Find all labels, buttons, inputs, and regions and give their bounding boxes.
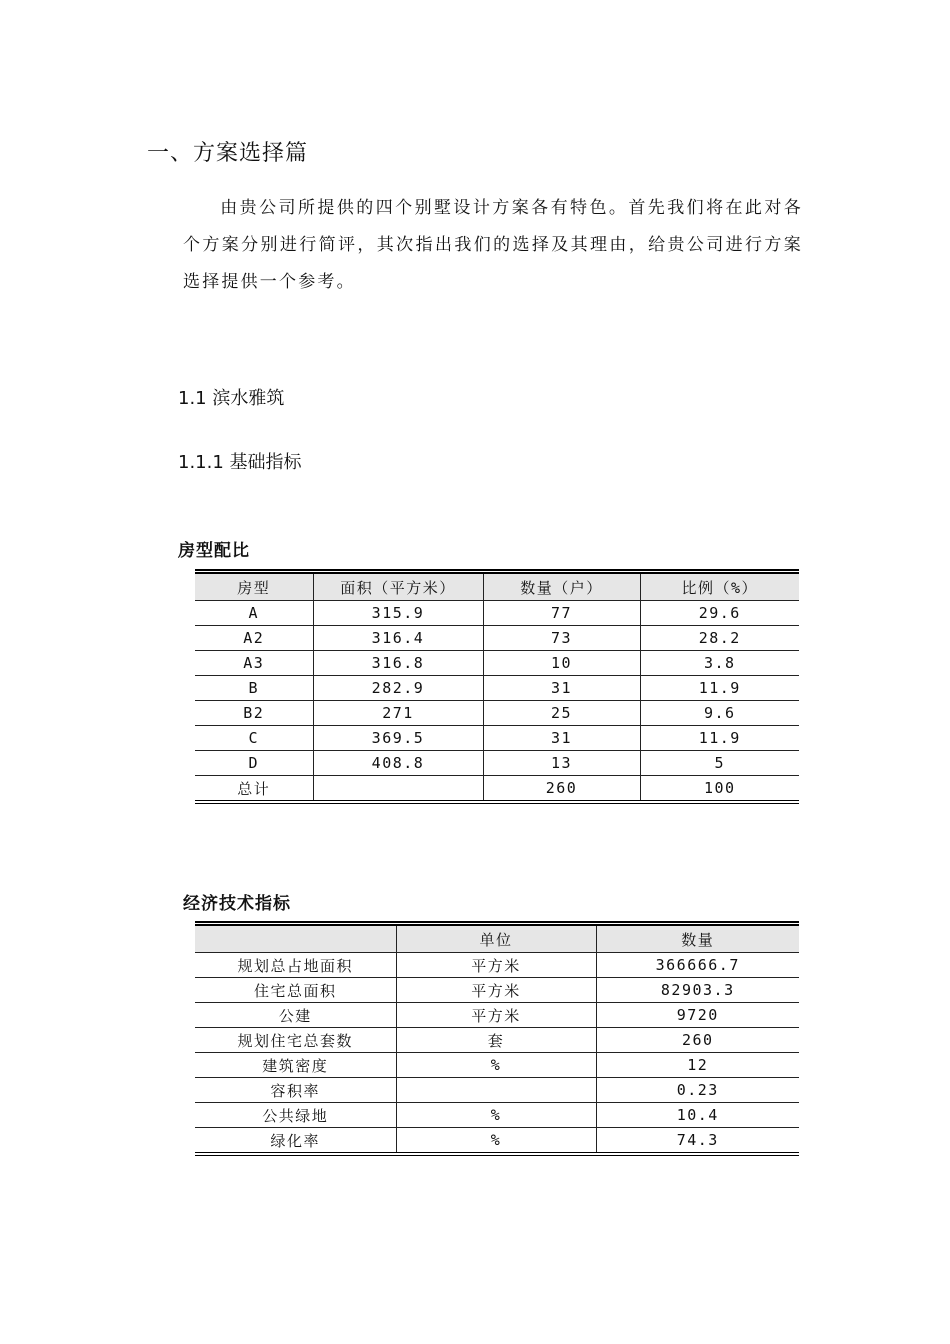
table-cell: 316.8: [313, 651, 483, 676]
table-row: [195, 953, 799, 978]
table-cell: [396, 1078, 596, 1103]
table-cell: 316.4: [313, 626, 483, 651]
table-cell: 10: [483, 651, 640, 676]
table-row: [195, 651, 799, 676]
table-row: [195, 726, 799, 751]
table-row: [195, 751, 799, 776]
economic-indicator-table: [195, 921, 799, 1156]
table-cell: %: [396, 1128, 596, 1155]
table-cell: 271: [313, 701, 483, 726]
table-cell: 100: [640, 776, 799, 803]
table-cell: 容积率: [195, 1078, 396, 1103]
table-cell: A3: [195, 651, 313, 676]
table-cell: 282.9: [313, 676, 483, 701]
table-cell: 77: [483, 601, 640, 626]
intro-paragraph-text: 由贵公司所提供的四个别墅设计方案各有特色。首先我们将在此对各个方案分别进行简评，其次指出我们的选择及其理由，给贵公司进行方案选择提供一个参考。: [183, 198, 803, 292]
table-cell: 公建: [195, 1003, 396, 1028]
table-cell: 规划总占地面积: [195, 953, 396, 978]
column-header: 数量: [596, 924, 799, 953]
table-header-row: [195, 572, 799, 601]
table-cell: 总计: [195, 776, 313, 803]
sub-heading: 1.1 滨水雅筑: [178, 388, 285, 409]
table-row: [195, 1003, 799, 1028]
table-row: [195, 701, 799, 726]
table-cell: 平方米: [396, 1003, 596, 1028]
table-cell: 0.23: [596, 1078, 799, 1103]
table-cell: A2: [195, 626, 313, 651]
table-cell: 套: [396, 1028, 596, 1053]
table-row: [195, 676, 799, 701]
column-header: 单位: [396, 924, 596, 953]
table-row: [195, 1053, 799, 1078]
table-cell: 31: [483, 726, 640, 751]
table-cell: B: [195, 676, 313, 701]
table-cell: A: [195, 601, 313, 626]
table-header-row: [195, 924, 799, 953]
table-cell: 28.2: [640, 626, 799, 651]
column-header: 房型: [195, 572, 313, 601]
table-row: [195, 601, 799, 626]
table-cell: 11.9: [640, 676, 799, 701]
table-cell: 10.4: [596, 1103, 799, 1128]
table-row: [195, 626, 799, 651]
column-header: [195, 924, 396, 953]
table-cell: 366666.7: [596, 953, 799, 978]
table-cell: 住宅总面积: [195, 978, 396, 1003]
table-cell: 3.8: [640, 651, 799, 676]
table2-caption: 经济技术指标: [183, 894, 291, 914]
table-cell: 9.6: [640, 701, 799, 726]
table-cell: 315.9: [313, 601, 483, 626]
table-cell: 平方米: [396, 953, 596, 978]
room-type-table: [195, 569, 799, 804]
table-cell: D: [195, 751, 313, 776]
table-row: [195, 1128, 799, 1155]
table-row: [195, 978, 799, 1003]
table-cell: 平方米: [396, 978, 596, 1003]
table-cell: 29.6: [640, 601, 799, 626]
table-row: [195, 1103, 799, 1128]
table-cell: 260: [596, 1028, 799, 1053]
table-cell: 5: [640, 751, 799, 776]
intro-paragraph: [183, 190, 803, 301]
table-row: [195, 1078, 799, 1103]
table-cell: 9720: [596, 1003, 799, 1028]
table-cell: 73: [483, 626, 640, 651]
table-cell: 369.5: [313, 726, 483, 751]
section-title: 一、方案选择篇: [147, 141, 309, 166]
column-header: 面积（平方米）: [313, 572, 483, 601]
table-row: [195, 1028, 799, 1053]
table-cell: 11.9: [640, 726, 799, 751]
table-cell: 12: [596, 1053, 799, 1078]
table-cell: [313, 776, 483, 803]
column-header: 数量（户）: [483, 572, 640, 601]
table-row: [195, 776, 799, 803]
table1-caption: 房型配比: [178, 541, 250, 561]
table-cell: 82903.3: [596, 978, 799, 1003]
table-cell: 建筑密度: [195, 1053, 396, 1078]
table-cell: %: [396, 1053, 596, 1078]
table-cell: 260: [483, 776, 640, 803]
table-cell: 13: [483, 751, 640, 776]
table-cell: C: [195, 726, 313, 751]
table-cell: 408.8: [313, 751, 483, 776]
table-cell: 31: [483, 676, 640, 701]
table-cell: B2: [195, 701, 313, 726]
table-cell: 规划住宅总套数: [195, 1028, 396, 1053]
column-header: 比例（%）: [640, 572, 799, 601]
table-cell: 绿化率: [195, 1128, 396, 1155]
sub-sub-heading: 1.1.1 基础指标: [178, 452, 302, 473]
table-cell: 25: [483, 701, 640, 726]
table-cell: 74.3: [596, 1128, 799, 1155]
table-cell: %: [396, 1103, 596, 1128]
table-cell: 公共绿地: [195, 1103, 396, 1128]
